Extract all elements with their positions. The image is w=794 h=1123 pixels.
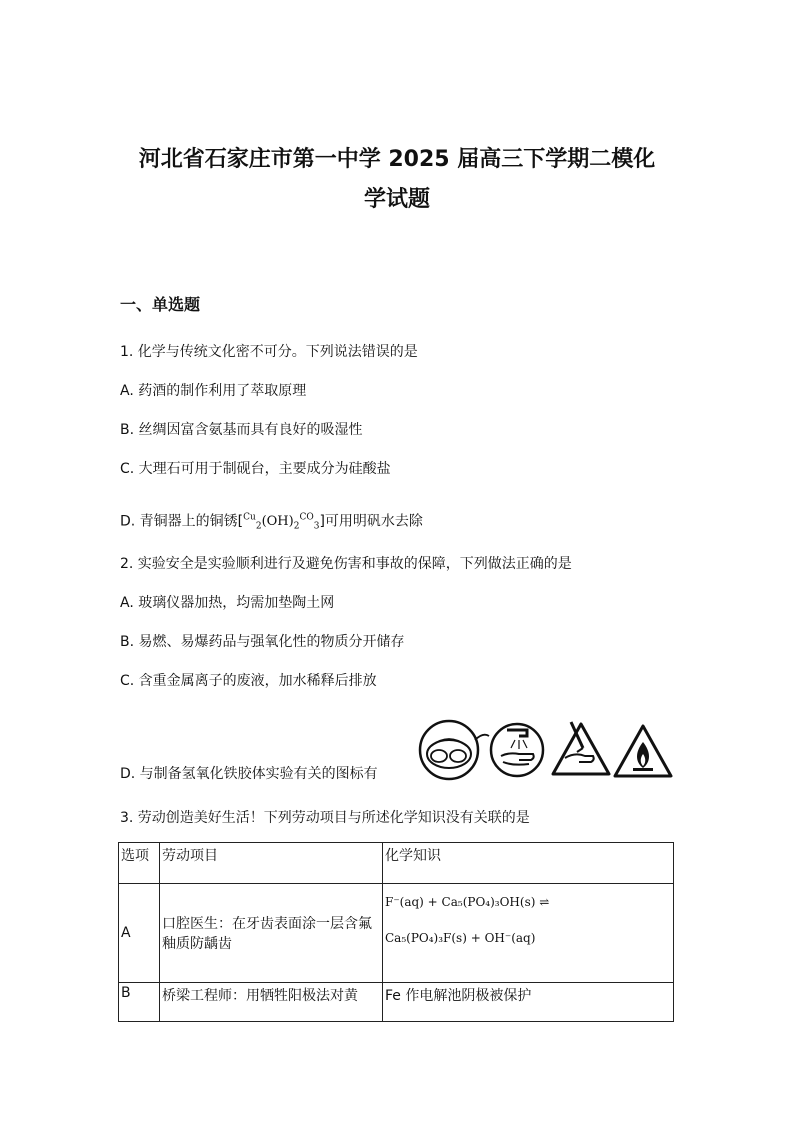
doc-title-line1: 河北省石家庄市第一中学 2025 届高三下学期二模化 <box>138 147 656 172</box>
q1-stem: 1. 化学与传统文化密不可分。下列说法错误的是 <box>120 344 418 360</box>
q1-d-formula <box>243 513 320 532</box>
row-a-knowledge <box>383 884 674 983</box>
row-a-option: A <box>119 884 160 983</box>
goggles-icon <box>420 721 489 779</box>
row-b-item: 桥梁工程师：用牺牲阳极法对黄 <box>160 983 383 1022</box>
q1-d-prefix: D. 青铜器上的铜锈[ <box>120 513 244 530</box>
table-row <box>119 884 674 983</box>
formula-cu: Cu <box>243 513 256 523</box>
row-b-option: B <box>119 983 160 1022</box>
q1-option-b: B. 丝绸因富含氨基而具有良好的吸湿性 <box>120 422 363 438</box>
formula-sub3: 3 <box>313 521 320 532</box>
q3-stem: 3. 劳动创造美好生活！下列劳动项目与所述化学知识没有关联的是 <box>120 810 530 826</box>
formula-sub2: 2 <box>293 521 300 532</box>
q2-option-a: A. 玻璃仪器加热，均需加垫陶土网 <box>120 595 335 611</box>
row-a-item: 口腔医生：在牙齿表面涂一层含氟釉质防龋齿 <box>160 884 383 983</box>
table-header-row <box>119 843 674 884</box>
row-b-knowledge: Fe 作电解池阴极被保护 <box>383 983 674 1022</box>
sharp-object-warning-icon <box>553 722 609 774</box>
formula-co: CO <box>299 513 314 523</box>
row-a-equation-2: Ca₅(PO₄)₃F(s) + OH⁻(aq) <box>385 931 536 945</box>
table-row <box>119 983 674 1022</box>
header-option: 选项 <box>119 843 160 884</box>
doc-title-line2: 学试题 <box>363 187 430 212</box>
row-a-equation-1: F⁻(aq) + Ca₅(PO₄)₃OH(s) ⇌ <box>385 895 550 909</box>
formula-oh: (OH) <box>261 514 294 530</box>
q2-stem: 2. 实验安全是实验顺利进行及避免伤害和事故的保障，下列做法正确的是 <box>120 556 572 572</box>
safety-icons <box>417 718 675 782</box>
hand-wash-icon <box>491 724 543 776</box>
q1-option-c: C. 大理石可用于制砚台，主要成分为硅酸盐 <box>120 461 391 477</box>
formula-sub1: 2 <box>255 521 262 532</box>
q2-option-b: B. 易燃、易爆药品与强氧化性的物质分开储存 <box>120 634 405 650</box>
q1-option-d <box>120 508 423 537</box>
fire-warning-icon <box>615 726 671 776</box>
q2-option-c: C. 含重金属离子的废液，加水稀释后排放 <box>120 673 377 689</box>
section-heading: 一、单选题 <box>120 295 201 314</box>
header-chem-knowledge: 化学知识 <box>383 843 674 884</box>
header-labor-item: 劳动项目 <box>160 843 383 884</box>
q3-table <box>118 842 674 1022</box>
q2-option-d: D. 与制备氢氧化铁胶体实验有关的图标有 <box>120 766 378 782</box>
q1-d-suffix: ]可用明矾水去除 <box>319 513 423 530</box>
q1-option-a: A. 药酒的制作利用了萃取原理 <box>120 383 307 399</box>
